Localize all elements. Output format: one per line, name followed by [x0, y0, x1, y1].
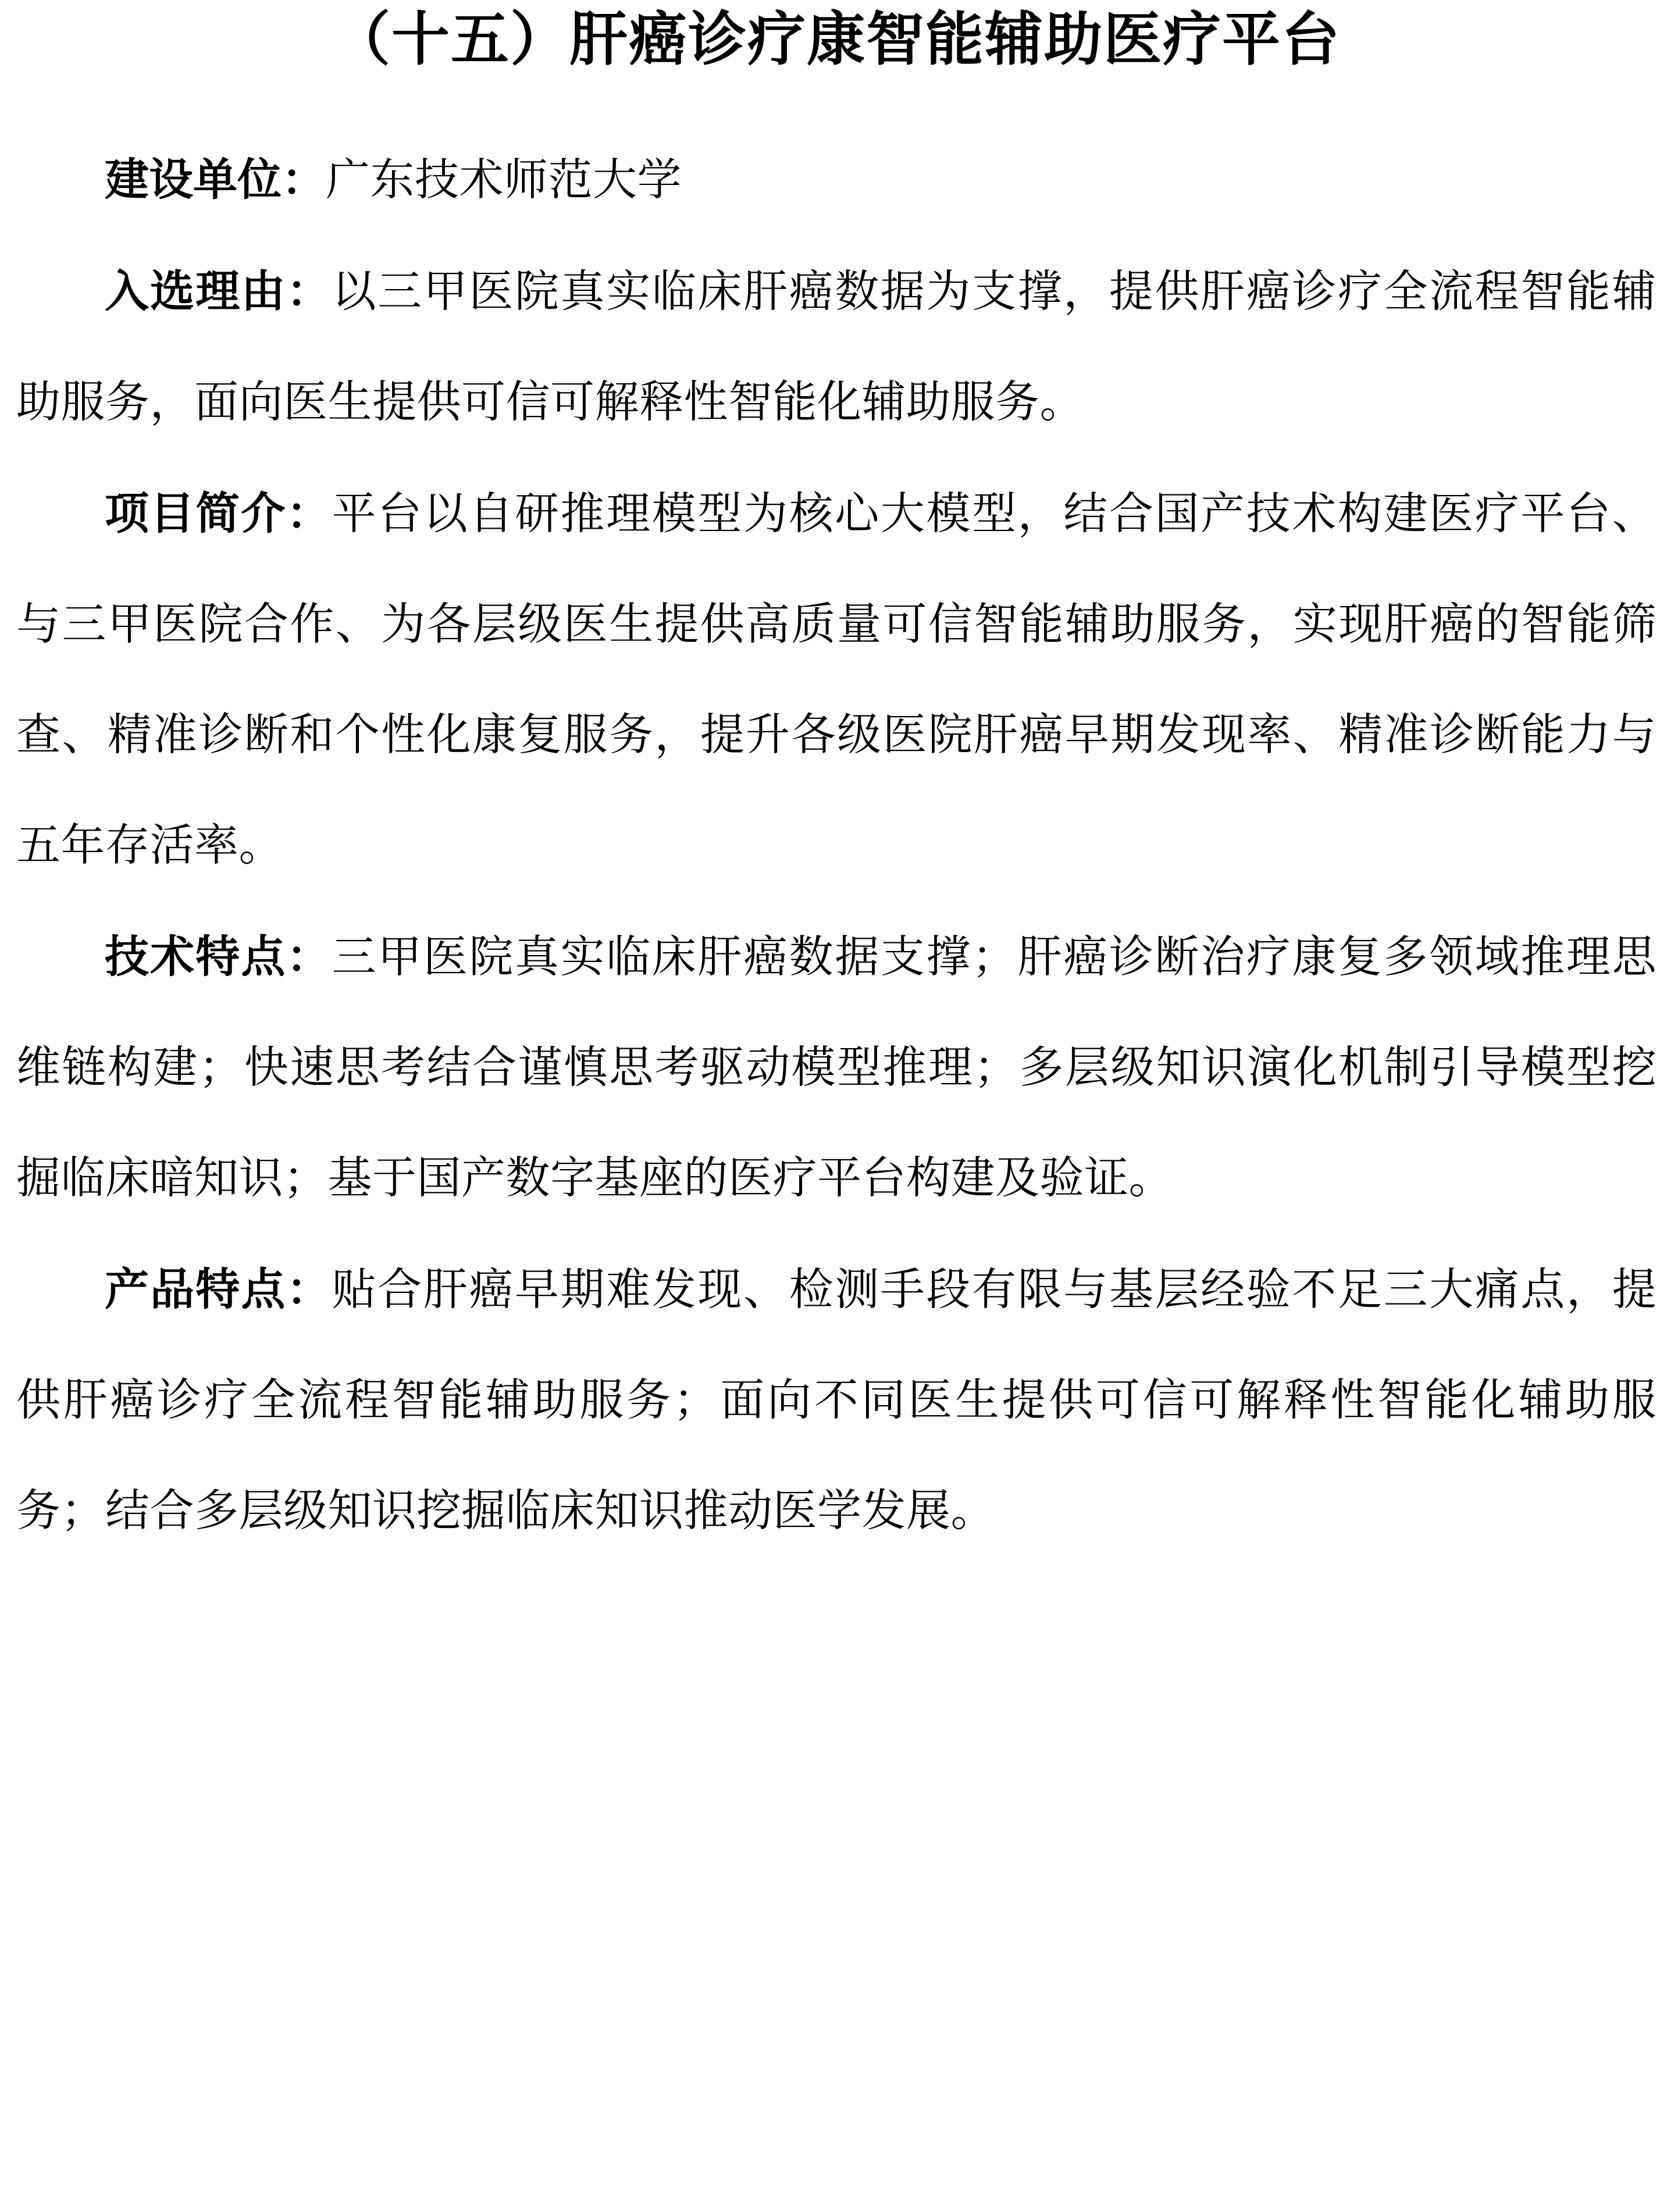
- paragraph-text-technical-features: 三甲医院真实临床肝癌数据支撑；肝癌诊断治疗康复多领域推理思维链构建；快速思考结合谨慎思考驱动模型推理；多层级知识演化机制引导模型挖掘临床暗知识；基于国产数字基座的医疗平台构建及验证。: [16, 931, 1657, 1203]
- paragraph-label-product-features: 产品特点：: [105, 1263, 332, 1315]
- paragraph-text-construction-unit: 广东技术师范大学: [326, 154, 682, 205]
- paragraph-selection-reason: [16, 236, 1657, 457]
- document-body: [16, 124, 1657, 1566]
- paragraph-product-features: [16, 1234, 1657, 1566]
- paragraph-text-project-introduction: 平台以自研推理模型为核心大模型，结合国产技术构建医疗平台、与三甲医院合作、为各层级医生提供高质量可信智能辅助服务，实现肝癌的智能筛查、精准诊断和个性化康复服务，提升各级医院肝癌早期发现率、精准诊断能力与五年存活率。: [16, 487, 1657, 871]
- page-title: （十五）肝癌诊疗康智能辅助医疗平台: [332, 5, 1341, 73]
- paragraph-label-project-introduction: 项目简介：: [105, 487, 332, 539]
- paragraph-technical-features: [16, 902, 1657, 1233]
- paragraph-text-product-features: 贴合肝癌早期难发现、检测手段有限与基层经验不足三大痛点，提供肝癌诊疗全流程智能辅助服务；面向不同医生提供可信可解释性智能化辅助服务；结合多层级知识挖掘临床知识推动医学发展。: [16, 1263, 1657, 1536]
- paragraph-label-construction-unit: 建设单位：: [105, 154, 326, 205]
- paragraph-project-introduction: [16, 458, 1657, 900]
- paragraph-label-selection-reason: 入选理由：: [105, 265, 332, 317]
- paragraph-construction-unit: [16, 124, 1657, 235]
- paragraph-text-selection-reason: 以三甲医院真实临床肝癌数据为支撑，提供肝癌诊疗全流程智能辅助服务，面向医生提供可信可解释性智能化辅助服务。: [16, 265, 1657, 428]
- paragraph-label-technical-features: 技术特点：: [105, 931, 332, 982]
